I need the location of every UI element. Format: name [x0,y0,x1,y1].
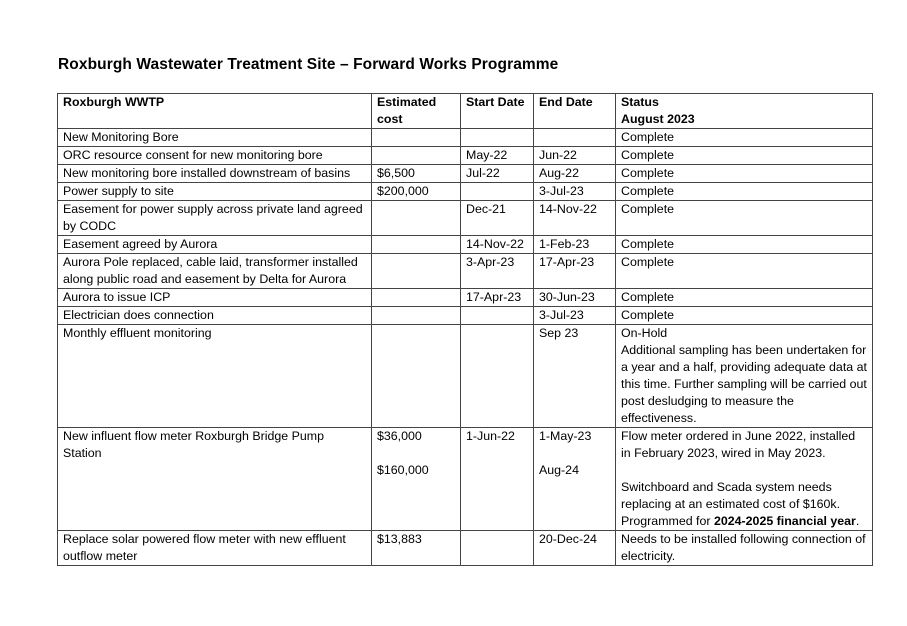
spacer [377,445,455,462]
forward-works-table [57,93,873,566]
cell-end: 30-Jun-23 [534,289,616,307]
header-status-line1: Status [621,95,659,109]
cell-task: Power supply to site [58,183,372,201]
cost-first: $36,000 [377,429,422,443]
cell-start [461,428,534,531]
cell-start: Jul-22 [461,165,534,183]
cell-cost [372,201,461,236]
table-row-flow-meter [58,428,873,531]
cell-start: Dec-21 [461,201,534,236]
cell-cost [372,325,461,428]
table-header-row [58,94,873,129]
cell-task: Easement agreed by Aurora [58,236,372,254]
document-title: Roxburgh Wastewater Treatment Site – Forward Works Programme [58,56,559,73]
header-task: Roxburgh WWTP [58,94,372,129]
cell-status: Complete [616,147,873,165]
cell-status [616,325,873,428]
cost-second: $160,000 [377,463,429,477]
status-second-text: Switchboard and Scada system needs replacing at an estimated cost of $160k. Programmed for [621,480,841,528]
cell-task: Electrician does connection [58,307,372,325]
header-start-date: Start Date [461,94,534,129]
cell-task: Aurora Pole replaced, cable laid, transformer installed along public road and easement by Delta for Aurora [58,254,372,289]
header-end-date: End Date [534,94,616,129]
cell-cost: $13,883 [372,531,461,566]
cell-start: 14-Nov-22 [461,236,534,254]
cell-cost [372,428,461,531]
cell-status: Complete [616,307,873,325]
cell-task: Monthly effluent monitoring [58,325,372,428]
cell-task: New Monitoring Bore [58,129,372,147]
cell-start: 17-Apr-23 [461,289,534,307]
cell-cost [372,289,461,307]
cell-end: 17-Apr-23 [534,254,616,289]
spacer [539,445,610,462]
header-cost-line2: cost [377,112,403,126]
header-status-line2: August 2023 [621,112,695,126]
cell-end: Sep 23 [534,325,616,428]
header-cost-line1: Estimated [377,95,437,109]
end-first: 1-May-23 [539,429,592,443]
cell-end: 14-Nov-22 [534,201,616,236]
cell-status: Complete [616,201,873,236]
cell-end: Jun-22 [534,147,616,165]
cell-end [534,428,616,531]
cell-start [461,129,534,147]
status-label: On-Hold [621,326,668,340]
cell-status: Complete [616,129,873,147]
cell-cost [372,236,461,254]
cell-status: Complete [616,236,873,254]
cell-task: New monitoring bore installed downstream of basins [58,165,372,183]
cell-task: Aurora to issue ICP [58,289,372,307]
cell-cost [372,254,461,289]
cell-end: 3-Jul-23 [534,307,616,325]
cell-start [461,325,534,428]
table-row [58,531,873,566]
cell-task: Easement for power supply across private land agreed by CODC [58,201,372,236]
cell-cost [372,129,461,147]
cell-status [616,428,873,531]
table-row [58,147,873,165]
status-second-end: . [855,514,860,528]
cell-end: 20-Dec-24 [534,531,616,566]
table-row [58,289,873,307]
cell-status: Complete [616,289,873,307]
cell-cost: $6,500 [372,165,461,183]
status-first: Flow meter ordered in June 2022, installed in February 2023, wired in May 2023. [621,429,856,460]
cell-start [461,531,534,566]
cell-end: 1-Feb-23 [534,236,616,254]
cell-cost: $200,000 [372,183,461,201]
spacer [621,462,867,479]
table-row [58,165,873,183]
table-row [58,254,873,289]
cell-start [461,183,534,201]
table-row [58,236,873,254]
end-second: Aug-24 [539,463,579,477]
table-row [58,129,873,147]
cell-end [534,129,616,147]
table-row [58,201,873,236]
status-note: Additional sampling has been undertaken for a year and a half, providing adequate data at this time. Further sampling will be carried out post desludging to measure the effectiveness. [621,343,867,425]
table-row [58,183,873,201]
header-status [616,94,873,129]
table-row [58,307,873,325]
cell-end: Aug-22 [534,165,616,183]
cell-task: Replace solar powered flow meter with new effluent outflow meter [58,531,372,566]
cell-start [461,307,534,325]
cell-start: 3-Apr-23 [461,254,534,289]
status-second [621,479,867,530]
cell-cost [372,307,461,325]
cell-status: Complete [616,165,873,183]
cell-status: Needs to be installed following connection of electricity. [616,531,873,566]
cell-status: Complete [616,254,873,289]
table-row [58,325,873,428]
status-second-bold: 2024-2025 financial year [713,514,856,528]
cell-start: May-22 [461,147,534,165]
header-estimated-cost [372,94,461,129]
cell-task: New influent flow meter Roxburgh Bridge Pump Station [58,428,372,531]
start-first: 1-Jun-22 [466,429,515,443]
cell-end: 3-Jul-23 [534,183,616,201]
cell-task: ORC resource consent for new monitoring bore [58,147,372,165]
cell-cost [372,147,461,165]
cell-status: Complete [616,183,873,201]
